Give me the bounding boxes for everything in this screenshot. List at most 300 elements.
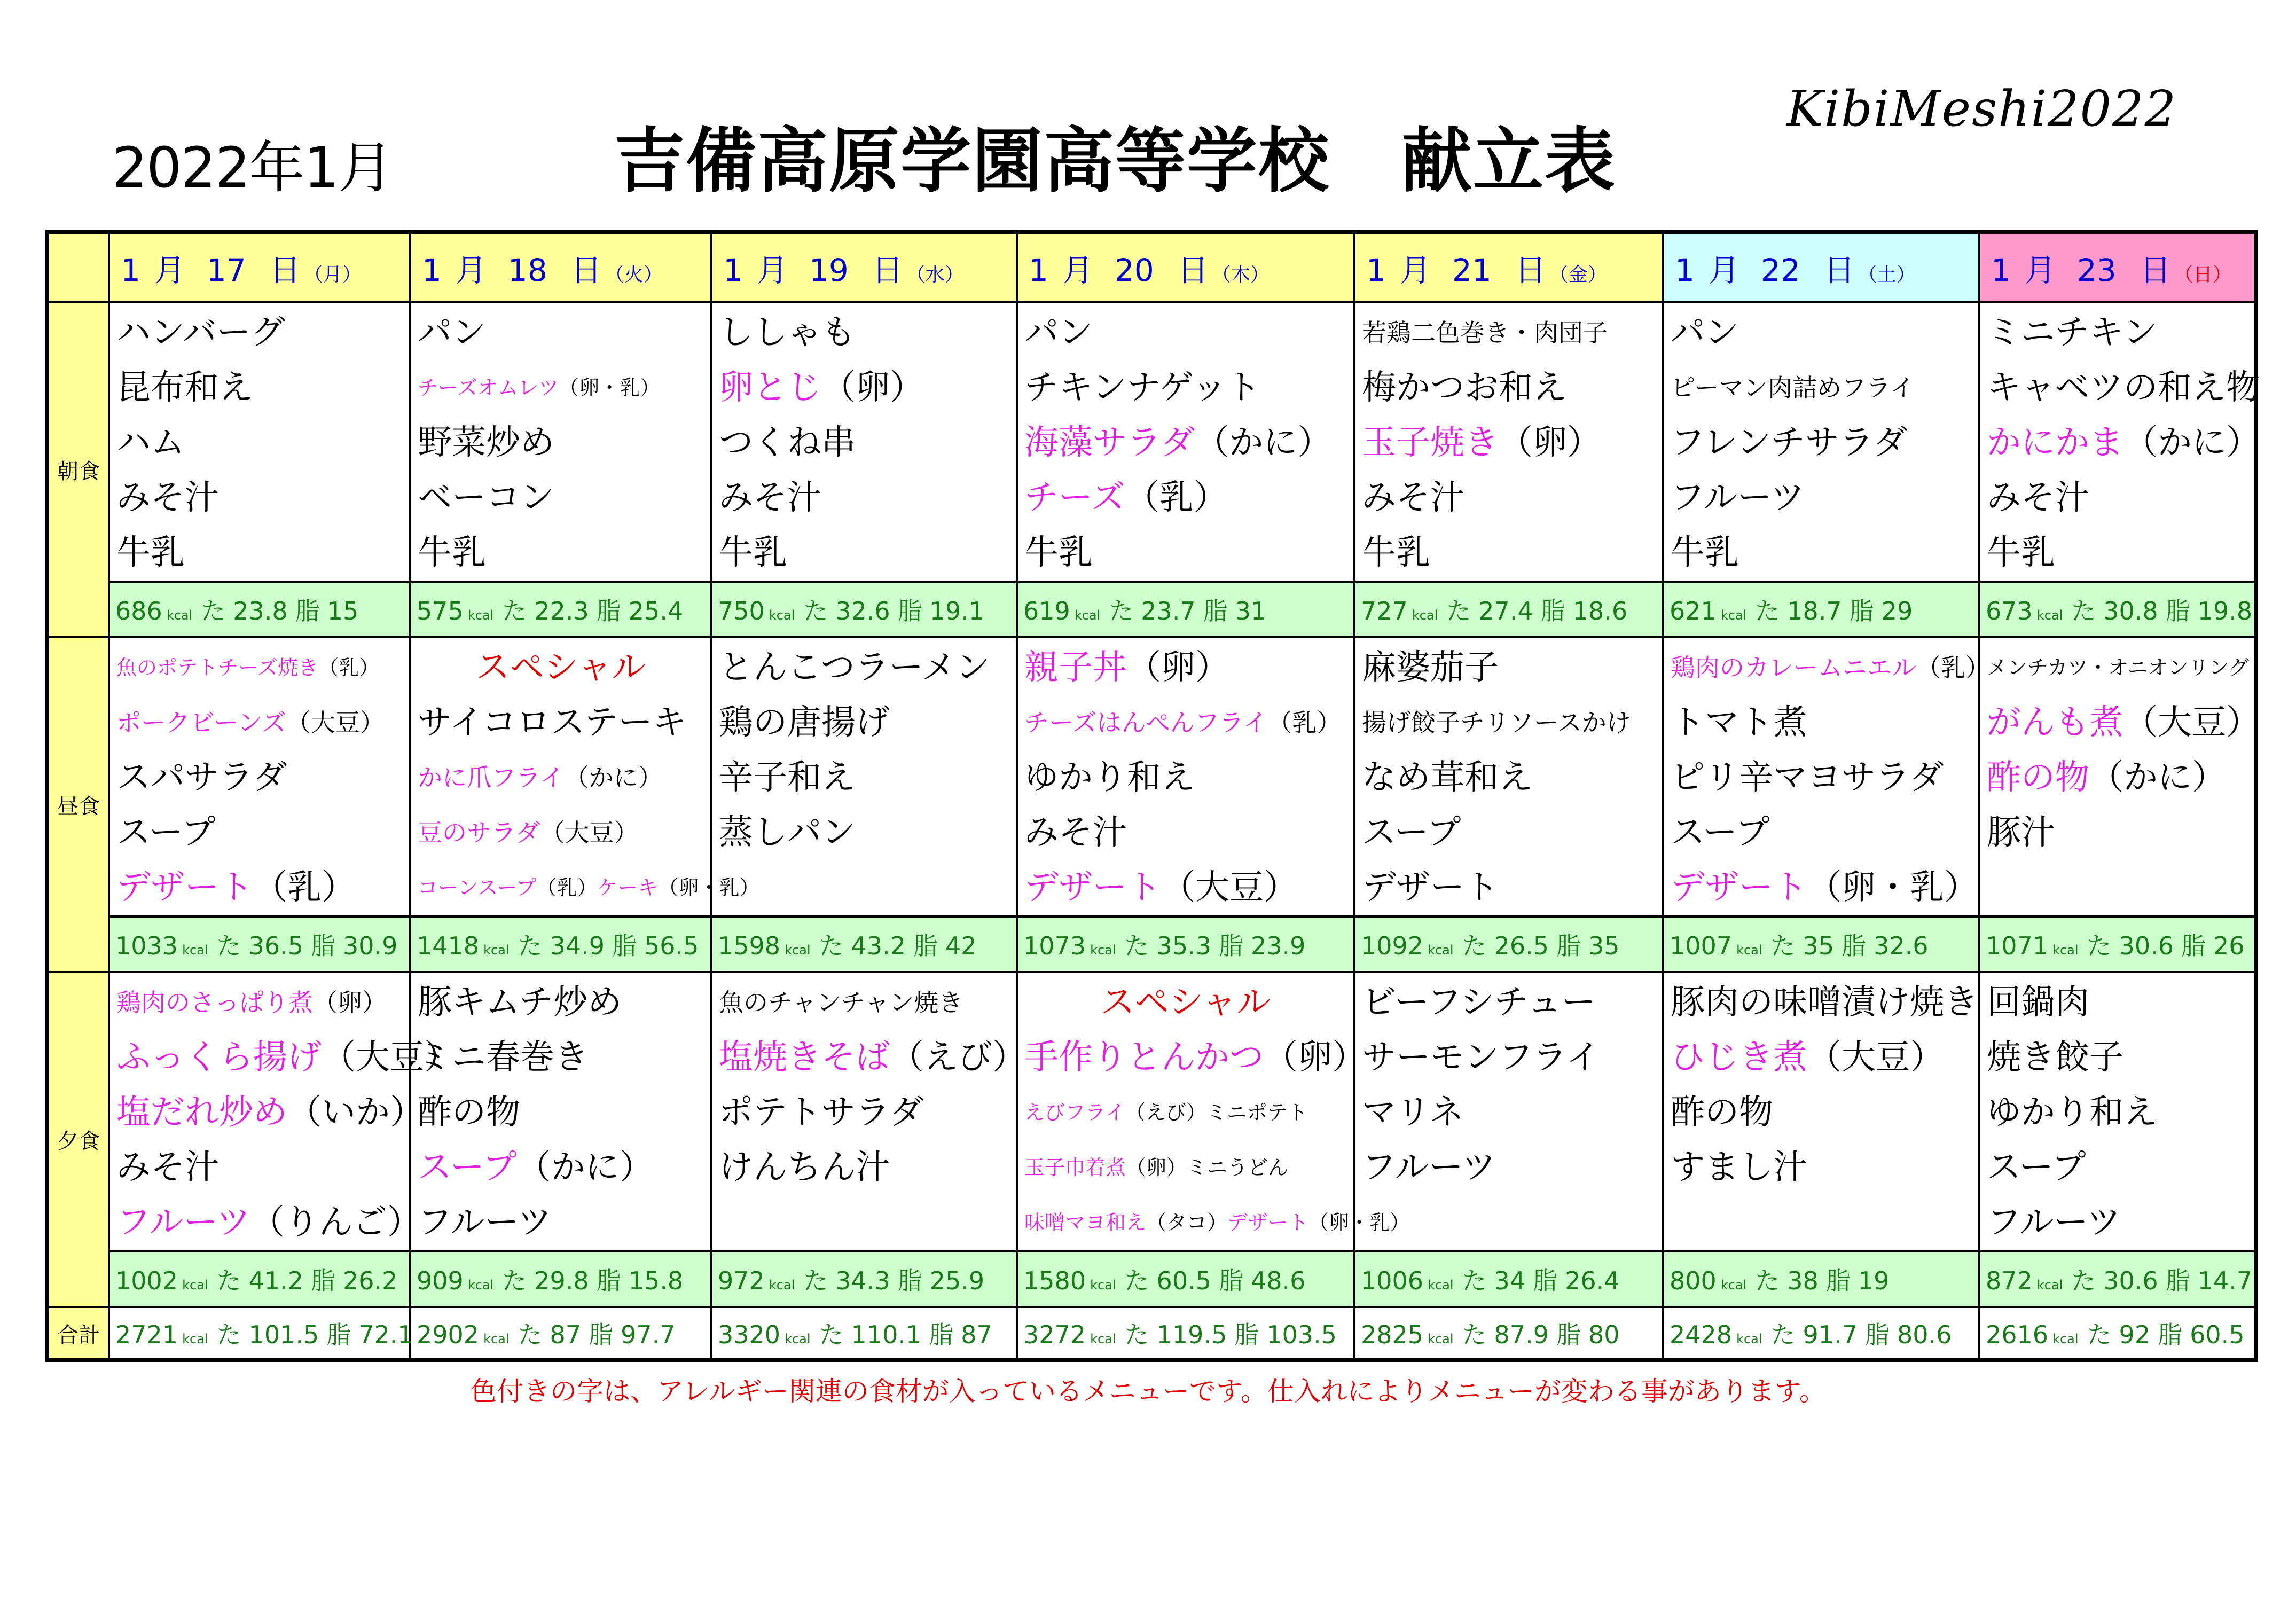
kcal-value: 1598 bbox=[718, 931, 781, 960]
menu-item bbox=[418, 1140, 710, 1195]
kcal-unit: kcal bbox=[1412, 608, 1438, 623]
fat-label: 脂 bbox=[295, 597, 320, 625]
fat-label: 脂 bbox=[1540, 597, 1565, 625]
menu-item bbox=[1987, 975, 2254, 1030]
day-char: 日 bbox=[570, 252, 602, 288]
kcal-unit: kcal bbox=[182, 1278, 208, 1293]
protein-value: 22.3 bbox=[534, 597, 589, 625]
special-label: スペシャル bbox=[475, 648, 646, 687]
breakfast-row bbox=[47, 302, 2256, 582]
breakfast-cell bbox=[109, 302, 410, 582]
day-of-week-text: 土 bbox=[1877, 264, 1897, 286]
lunch-label: 昼食 bbox=[47, 637, 109, 972]
dish-name: パン bbox=[1671, 313, 1739, 353]
breakfast-items bbox=[110, 303, 409, 581]
fat-label: 脂 bbox=[1849, 597, 1874, 625]
menu-item bbox=[1671, 975, 1978, 1030]
dish-name: 回鍋肉 bbox=[1987, 983, 2089, 1022]
dish-name: トマト煮 bbox=[1671, 703, 1807, 742]
fat-value: 97.7 bbox=[621, 1320, 676, 1349]
corner-cell bbox=[47, 232, 109, 302]
menu-item bbox=[116, 695, 409, 750]
breakfast_nutrition-row bbox=[47, 582, 2256, 637]
menu-item bbox=[418, 975, 710, 1030]
fat-label: 脂 bbox=[897, 597, 922, 625]
dinner-cell bbox=[1979, 972, 2256, 1251]
menu-item bbox=[1362, 471, 1662, 526]
allergen-note-text: （卵） bbox=[1499, 423, 1601, 463]
breakfast-items bbox=[1664, 303, 1978, 581]
kcal-unit: kcal bbox=[1720, 1278, 1747, 1293]
menu-item bbox=[418, 1195, 710, 1250]
kcal-unit: kcal bbox=[182, 1332, 208, 1346]
protein-value: 41.2 bbox=[248, 1266, 303, 1295]
day-month: 1 bbox=[723, 252, 743, 288]
menu-item bbox=[1362, 1030, 1662, 1085]
day-of-week: （水） bbox=[906, 264, 964, 286]
allergen-dish-name: 魚のポテトチーズ焼き bbox=[116, 656, 319, 679]
menu-item bbox=[1024, 1195, 1410, 1250]
lunch-cell bbox=[1017, 637, 1354, 917]
menu-item bbox=[1671, 361, 1978, 416]
menu-item bbox=[1987, 361, 2260, 416]
kcal-value: 1580 bbox=[1023, 1266, 1086, 1295]
protein-label: た bbox=[518, 1320, 543, 1349]
dish-name: 牛乳 bbox=[418, 533, 486, 573]
kcal-value: 2616 bbox=[1986, 1320, 2049, 1349]
day-of-week-text: 日 bbox=[2193, 264, 2213, 286]
menu-item bbox=[418, 526, 710, 581]
day-month: 1 bbox=[1675, 252, 1695, 288]
day-of-week: （火） bbox=[605, 264, 663, 286]
protein-label: た bbox=[216, 931, 241, 960]
fat-value: 31 bbox=[1235, 597, 1267, 625]
fat-value: 87 bbox=[961, 1320, 992, 1349]
protein-value: 87.9 bbox=[1494, 1320, 1549, 1349]
fat-label: 脂 bbox=[1218, 931, 1243, 960]
kcal-value: 1092 bbox=[1361, 931, 1424, 960]
dinner_nutrition-cell bbox=[1017, 1251, 1354, 1307]
fat-value: 14.7 bbox=[2197, 1266, 2253, 1295]
dinner_nutrition-cell bbox=[410, 1251, 711, 1307]
menu-item bbox=[1671, 1030, 1978, 1085]
allergen-note-text: （大豆） bbox=[322, 1038, 458, 1077]
allergen-note-text: （かに） bbox=[2123, 423, 2260, 463]
menu-item bbox=[1024, 860, 1353, 915]
allergen-dish-name: ふっくら揚げ bbox=[116, 1038, 322, 1077]
allergen-dish-name: スープ bbox=[418, 1148, 517, 1187]
dish-name: みそ汁 bbox=[116, 478, 219, 518]
menu-item bbox=[719, 416, 1016, 471]
fat-label: 脂 bbox=[913, 931, 938, 960]
allergen-dish-name: デザート bbox=[116, 868, 253, 907]
allergen-note-text: （卵） bbox=[313, 988, 387, 1017]
dish-name: スープ bbox=[1671, 813, 1770, 852]
dish-name: フルーツ bbox=[1362, 1148, 1496, 1187]
breakfast_nutrition-cell bbox=[711, 582, 1017, 637]
dish-name: ししゃも bbox=[719, 313, 856, 353]
dish-name: 牛乳 bbox=[1671, 533, 1739, 573]
allergen-dish-name: がんも煮 bbox=[1987, 703, 2123, 742]
allergen-dish-name: 卵とじ bbox=[719, 368, 821, 408]
menu-item bbox=[1987, 471, 2254, 526]
menu-item bbox=[116, 1195, 421, 1250]
menu-item bbox=[1362, 640, 1662, 695]
dish-name: みそ汁 bbox=[116, 1148, 219, 1187]
allergen-dish-name: かにかま bbox=[1987, 423, 2123, 463]
kcal-unit: kcal bbox=[1074, 608, 1101, 623]
lunch_nutrition-cell bbox=[410, 917, 711, 972]
menu-item bbox=[719, 526, 1016, 581]
menu-item bbox=[719, 1085, 1016, 1140]
month-char: 月 bbox=[1062, 252, 1093, 288]
protein-value: 87 bbox=[550, 1320, 582, 1349]
allergen-dish-name: 豆のサラダ bbox=[418, 818, 540, 847]
fat-value: 56.5 bbox=[644, 931, 699, 960]
totals-cell bbox=[1979, 1307, 2256, 1360]
fat-value: 19.8 bbox=[2197, 597, 2253, 625]
menu-item bbox=[1671, 1195, 1978, 1250]
dish-name: 鶏の唐揚げ bbox=[719, 703, 890, 742]
menu-item bbox=[1024, 805, 1353, 860]
dinner_nutrition-cell bbox=[1354, 1251, 1663, 1307]
protein-label: た bbox=[1462, 1266, 1487, 1295]
menu-item bbox=[418, 471, 710, 526]
protein-label: た bbox=[2087, 1320, 2112, 1349]
dinner_nutrition-cell bbox=[1979, 1251, 2256, 1307]
allergen-note-text: （卵） bbox=[821, 368, 924, 408]
allergen-note-text: （乳） bbox=[1267, 708, 1342, 737]
lunch_nutrition-cell bbox=[109, 917, 410, 972]
fat-label: 脂 bbox=[2158, 1320, 2183, 1349]
menu-item bbox=[1671, 805, 1978, 860]
menu-item bbox=[1024, 526, 1353, 581]
day-of-week-text: 木 bbox=[1231, 264, 1250, 286]
fat-label: 脂 bbox=[1203, 597, 1228, 625]
month-char: 月 bbox=[1399, 252, 1431, 288]
kcal-value: 1073 bbox=[1023, 931, 1086, 960]
kcal-value: 673 bbox=[1986, 597, 2033, 625]
special-label: スペシャル bbox=[1100, 983, 1271, 1022]
fat-value: 25.9 bbox=[929, 1266, 985, 1295]
protein-label: た bbox=[1770, 931, 1796, 960]
menu-item bbox=[1987, 640, 2254, 695]
menu-item bbox=[1671, 1085, 1978, 1140]
protein-label: た bbox=[1755, 597, 1780, 625]
dinner-items bbox=[110, 973, 458, 1250]
fat-value: 35 bbox=[1588, 931, 1620, 960]
kcal-unit: kcal bbox=[1090, 943, 1116, 958]
fat-label: 脂 bbox=[596, 597, 621, 625]
kcal-value: 972 bbox=[718, 1266, 765, 1295]
month-label: 2022年1月 bbox=[112, 135, 393, 200]
breakfast-cell bbox=[1017, 302, 1354, 582]
kcal-unit: kcal bbox=[1090, 1332, 1116, 1346]
fat-value: 80 bbox=[1588, 1320, 1620, 1349]
dish-name: 揚げ餃子チリソースかけ bbox=[1362, 708, 1631, 737]
dish-name: ベーコン bbox=[418, 478, 554, 518]
fat-value: 72.1 bbox=[358, 1320, 413, 1349]
kcal-value: 750 bbox=[718, 597, 765, 625]
day-of-week: （土） bbox=[1858, 264, 1916, 286]
allergen-dish-name: かに爪フライ bbox=[418, 763, 565, 792]
kcal-unit: kcal bbox=[1428, 943, 1454, 958]
protein-value: 30.6 bbox=[2119, 931, 2174, 960]
allergen-note-text: （乳） bbox=[1125, 478, 1228, 518]
menu-item bbox=[418, 416, 710, 471]
protein-label: た bbox=[819, 931, 844, 960]
fat-label: 脂 bbox=[1864, 1320, 1890, 1349]
allergen-note-text: （えび） bbox=[890, 1038, 1026, 1077]
menu-item bbox=[1671, 860, 1978, 915]
menu-item bbox=[1362, 975, 1662, 1030]
fat-value: 103.5 bbox=[1266, 1320, 1337, 1349]
allergen-note-text: （卵・乳） bbox=[1807, 868, 1978, 907]
menu-item bbox=[1362, 750, 1662, 805]
kcal-value: 2825 bbox=[1361, 1320, 1424, 1349]
menu-item bbox=[1671, 306, 1978, 361]
totals-cell bbox=[410, 1307, 711, 1360]
fat-value: 60.5 bbox=[2190, 1320, 2245, 1349]
breakfast_nutrition-cell bbox=[1979, 582, 2256, 637]
dinner-items bbox=[712, 973, 1026, 1250]
menu-item bbox=[116, 1030, 458, 1085]
kcal-unit: kcal bbox=[1736, 943, 1762, 958]
menu-item bbox=[1362, 860, 1662, 915]
kcal-unit: kcal bbox=[483, 1332, 510, 1346]
protein-label: た bbox=[216, 1320, 241, 1349]
fat-value: 42 bbox=[945, 931, 977, 960]
fat-value: 15.8 bbox=[628, 1266, 684, 1295]
totals-row bbox=[47, 1307, 2256, 1360]
breakfast-cell bbox=[1354, 302, 1663, 582]
day-date: 23 bbox=[2076, 252, 2117, 288]
kcal-value: 3320 bbox=[718, 1320, 781, 1349]
kcal-unit: kcal bbox=[785, 1332, 811, 1346]
dinner-cell bbox=[1663, 972, 1979, 1251]
protein-value: 29.8 bbox=[534, 1266, 589, 1295]
menu-item bbox=[116, 471, 409, 526]
allergen-note-text: （りんご） bbox=[250, 1203, 421, 1242]
dinner-items bbox=[1355, 973, 1662, 1250]
day-char: 日 bbox=[269, 252, 301, 288]
allergen-dish-name: えびフライ bbox=[1024, 1101, 1125, 1124]
fat-value: 48.6 bbox=[1250, 1266, 1306, 1295]
allergen-dish-name: デザート bbox=[1671, 868, 1807, 907]
menu-item bbox=[1987, 860, 2254, 915]
dish-name: ハム bbox=[116, 423, 185, 463]
breakfast-cell bbox=[711, 302, 1017, 582]
fat-value: 32.6 bbox=[1874, 931, 1929, 960]
totals-cell bbox=[1354, 1307, 1663, 1360]
protein-value: 110.1 bbox=[851, 1320, 922, 1349]
menu-item bbox=[418, 1085, 710, 1140]
kcal-unit: kcal bbox=[182, 943, 208, 958]
lunch-items bbox=[1355, 638, 1662, 915]
lunch-items bbox=[411, 638, 760, 915]
allergen-note-text: （乳） bbox=[253, 868, 356, 907]
kcal-value: 909 bbox=[417, 1266, 464, 1295]
day-char: 日 bbox=[1177, 252, 1209, 288]
protein-label: た bbox=[502, 597, 527, 625]
protein-label: た bbox=[803, 597, 828, 625]
dish-name: フルーツ bbox=[1987, 1203, 2121, 1242]
dish-name: けんちん汁 bbox=[719, 1148, 890, 1187]
dish-name: デザート bbox=[1362, 868, 1499, 907]
lunch-items bbox=[110, 638, 409, 915]
protein-label: た bbox=[1462, 1320, 1487, 1349]
allergen-note-text: （卵・乳） bbox=[658, 876, 760, 899]
lunch-row bbox=[47, 637, 2256, 917]
protein-value: 32.6 bbox=[835, 597, 890, 625]
menu-item bbox=[418, 306, 710, 361]
month-char: 月 bbox=[455, 252, 487, 288]
day-of-week: （月） bbox=[303, 264, 362, 286]
dish-name: 焼き餃子 bbox=[1987, 1038, 2123, 1077]
fat-label: 脂 bbox=[326, 1320, 351, 1349]
fat-value: 18.6 bbox=[1572, 597, 1628, 625]
allergen-note-text: （大豆） bbox=[286, 708, 385, 737]
protein-label: た bbox=[1124, 1320, 1149, 1349]
menu-item bbox=[418, 695, 710, 750]
allergen-note-text: （かに） bbox=[1195, 423, 1332, 463]
breakfast-items bbox=[1980, 303, 2260, 581]
lunch-cell bbox=[1979, 637, 2260, 917]
kcal-unit: kcal bbox=[467, 608, 494, 623]
allergen-dish-name: チーズはんぺんフライ bbox=[1024, 708, 1268, 737]
allergen-dish-name: チーズオムレツ bbox=[418, 376, 559, 400]
dish-name: キャベツの和え物 bbox=[1987, 368, 2260, 408]
protein-value: 35 bbox=[1803, 931, 1835, 960]
protein-label: た bbox=[1770, 1320, 1796, 1349]
kcal-value: 1033 bbox=[115, 931, 178, 960]
kcal-value: 727 bbox=[1361, 597, 1408, 625]
fat-label: 脂 bbox=[589, 1320, 614, 1349]
allergen-dish-name: 親子丼 bbox=[1024, 648, 1127, 687]
dish-name: パン bbox=[418, 313, 486, 353]
menu-item bbox=[1362, 526, 1662, 581]
dish-name: 麻婆茄子 bbox=[1362, 648, 1499, 687]
protein-value: 26.5 bbox=[1494, 931, 1549, 960]
day-header-20 bbox=[1017, 232, 1354, 302]
allergen-note-text: （えび）ミニポテト bbox=[1125, 1101, 1308, 1124]
protein-label: た bbox=[1446, 597, 1471, 625]
menu-item bbox=[418, 750, 710, 805]
lunch-cell bbox=[109, 637, 410, 917]
dish-name: マリネ bbox=[1362, 1093, 1464, 1132]
dish-name: サイコロステーキ bbox=[418, 703, 687, 742]
kcal-value: 1071 bbox=[1986, 931, 2049, 960]
fat-label: 脂 bbox=[1556, 931, 1581, 960]
day-char: 日 bbox=[2140, 252, 2171, 288]
menu-item bbox=[1362, 1085, 1662, 1140]
allergen-dish-name: ひじき煮 bbox=[1671, 1038, 1807, 1077]
allergen-note-text: （卵） bbox=[1264, 1038, 1366, 1077]
day-header-19 bbox=[711, 232, 1017, 302]
menu-item bbox=[719, 1140, 1016, 1195]
day-of-week-text: 水 bbox=[925, 264, 945, 286]
protein-value: 91.7 bbox=[1803, 1320, 1858, 1349]
protein-value: 101.5 bbox=[248, 1320, 319, 1349]
menu-item bbox=[1987, 416, 2260, 471]
dish-name: つくね串 bbox=[719, 423, 856, 463]
menu-item bbox=[719, 306, 1016, 361]
kcal-value: 619 bbox=[1023, 597, 1070, 625]
dinner_nutrition-cell bbox=[711, 1251, 1017, 1307]
menu-item bbox=[1987, 1085, 2254, 1140]
protein-value: 27.4 bbox=[1478, 597, 1533, 625]
day-date: 22 bbox=[1760, 252, 1800, 288]
menu-item bbox=[1987, 526, 2254, 581]
day-header-22 bbox=[1663, 232, 1979, 302]
allergen-note-text: （卵・乳） bbox=[1308, 1211, 1410, 1234]
kcal-value: 1002 bbox=[115, 1266, 178, 1295]
dish-name: 牛乳 bbox=[1024, 533, 1093, 573]
menu-item bbox=[1987, 1195, 2254, 1250]
allergen-note-text: （乳） bbox=[536, 876, 598, 899]
menu-item bbox=[1987, 805, 2254, 860]
menu-item bbox=[719, 805, 1016, 860]
menu-item bbox=[719, 975, 1016, 1030]
breakfast-label: 朝食 bbox=[47, 302, 109, 637]
fat-label: 脂 bbox=[310, 1266, 335, 1295]
dish-name: フレンチサラダ bbox=[1671, 423, 1908, 463]
dish-name: 酢の物 bbox=[418, 1093, 520, 1132]
totals-cell bbox=[711, 1307, 1017, 1360]
kcal-value: 2902 bbox=[417, 1320, 480, 1349]
lunch_nutrition-cell bbox=[1354, 917, 1663, 972]
lunch-items bbox=[1664, 638, 1990, 915]
menu-item bbox=[116, 526, 409, 581]
day-of-week-text: 火 bbox=[624, 264, 644, 286]
breakfast_nutrition-cell bbox=[109, 582, 410, 637]
menu-item bbox=[719, 1030, 1026, 1085]
allergen-dish-name: 海藻サラダ bbox=[1024, 423, 1195, 463]
menu-item bbox=[1362, 695, 1662, 750]
menu-item bbox=[719, 471, 1016, 526]
allergen-note: 色付きの字は、アレルギー関連の食材が入っているメニューです。仕入れによりメニューが変わる事があります。 bbox=[470, 1376, 1826, 1407]
menu-item bbox=[1024, 975, 1353, 1030]
day-char: 日 bbox=[872, 252, 903, 288]
allergen-dish-name: 玉子巾着煮 bbox=[1024, 1156, 1126, 1179]
dinner-cell bbox=[711, 972, 1026, 1251]
page-title: 吉備高原学園高等学校 献立表 bbox=[614, 120, 1616, 202]
breakfast-cell bbox=[410, 302, 711, 582]
fat-label: 脂 bbox=[1218, 1266, 1243, 1295]
protein-label: た bbox=[216, 1266, 241, 1295]
protein-value: 18.7 bbox=[1787, 597, 1842, 625]
protein-label: た bbox=[819, 1320, 844, 1349]
fat-label: 脂 bbox=[897, 1266, 922, 1295]
menu-item bbox=[1987, 1030, 2254, 1085]
lunch_nutrition-cell bbox=[711, 917, 1017, 972]
allergen-dish-name: 塩だれ炒め bbox=[116, 1093, 287, 1132]
protein-value: 38 bbox=[1787, 1266, 1819, 1295]
breakfast-items bbox=[712, 303, 1016, 581]
protein-value: 30.6 bbox=[2103, 1266, 2158, 1295]
kcal-value: 686 bbox=[115, 597, 162, 625]
kcal-value: 1007 bbox=[1670, 931, 1733, 960]
dish-name: みそ汁 bbox=[1362, 478, 1464, 518]
menu-item bbox=[1024, 471, 1353, 526]
menu-item bbox=[1362, 361, 1662, 416]
menu-item bbox=[116, 805, 409, 860]
menu-item bbox=[418, 805, 710, 860]
dish-name: 若鶏二色巻き・肉団子 bbox=[1362, 318, 1608, 347]
fat-label: 脂 bbox=[2181, 931, 2206, 960]
kcal-unit: kcal bbox=[1090, 1278, 1116, 1293]
menu-item bbox=[719, 860, 1016, 915]
